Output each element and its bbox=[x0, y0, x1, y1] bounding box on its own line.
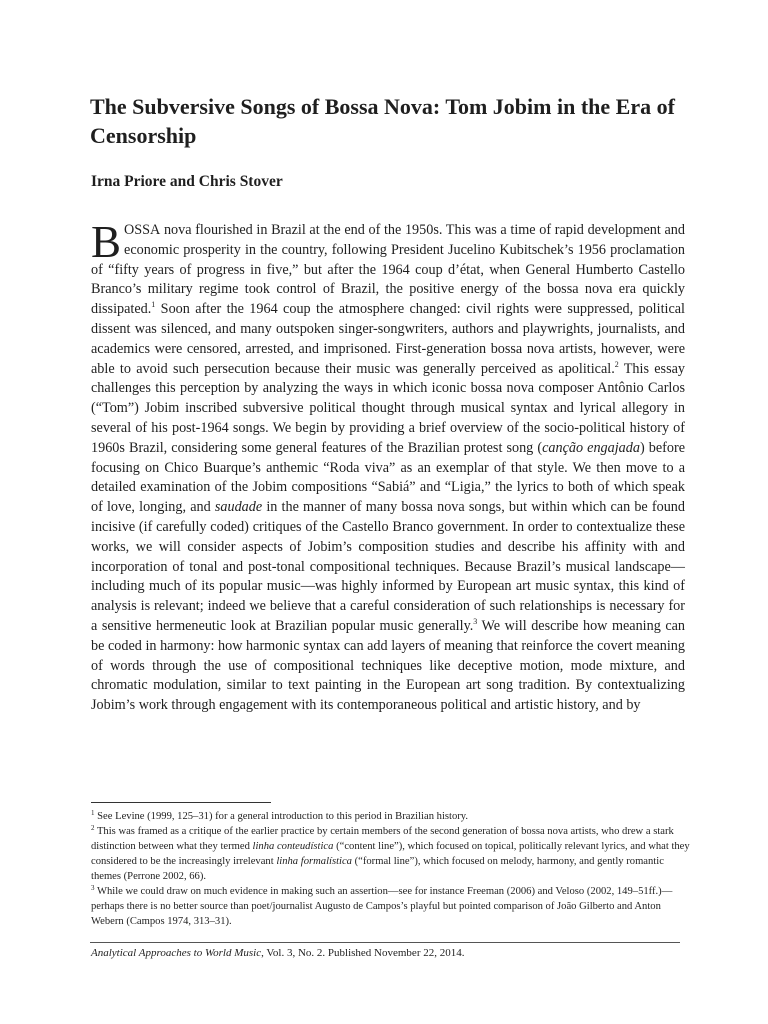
footnote-text: (“content line”), which focused on topical, politically relevant lyrics, and what they considered to be the increasingly irrelevant bbox=[91, 841, 690, 867]
body-text-segment: Soon after the 1964 coup the atmosphere changed: civil rights were suppressed, political dissent was silenced, and many outspoken singer-songwriters, authors and playwrights, journalists, and academics were censored, arrested, and imprisoned. First-generation bossa nova artists, however, were able to avoid such persecution because their music was generally perceived as apolitical. bbox=[91, 301, 685, 377]
footnote-text: This was framed as a critique of the earlier practice by certain members of the second generation of bossa nova artists, who drew a stark distinction between what they termed bbox=[91, 826, 674, 852]
footnote-divider bbox=[91, 802, 271, 803]
footnotes bbox=[91, 809, 691, 929]
footnote-ref-1[interactable]: 1 bbox=[151, 300, 156, 310]
body-text-segment: ) before focusing on Chico Buarque’s anthemic “Roda viva” as an exemplar of that style. We then move to a detailed examination of the Jobim compositions “Sabiá” and “Ligia,” the lyrics to both of which speak of love, longing, and bbox=[91, 439, 685, 516]
footnote-3 bbox=[91, 884, 691, 929]
opening-paragraph bbox=[91, 217, 686, 716]
small-caps-lead: OSSA bbox=[124, 222, 161, 238]
italic-term: linha formalística bbox=[276, 856, 352, 867]
journal-name: Analytical Approaches to World Music bbox=[91, 947, 262, 959]
italic-term: linha conteudística bbox=[252, 841, 334, 852]
body-text-segment: This essay challenges this perception by analyzing the ways in which iconic bossa nova composer Antônio Carlos (“Tom”) Jobim inscribed subversive political thought through musical syntax and lyrical allegory in several of his post-1964 songs. We begin by providing a brief overview of the socio-political history of 1960s Brazil, considering some general features of the Brazilian protest song ( bbox=[91, 360, 685, 456]
footnote-ref-3[interactable]: 3 bbox=[473, 616, 478, 626]
page-footer bbox=[91, 947, 464, 959]
footnote-ref-2[interactable]: 2 bbox=[614, 359, 619, 369]
body-text-segment: nova flourished in Brazil at the end of the 1950s. This was a time of rapid development and economic prosperity in the country, following President Jucelino Kubitschek’s 1956 proclamation of “fifty years of progress in five,” but after the 1964 coup d’état, when General Humberto Castello Branco’s military regime took control of Brazil, the positive energy of the bossa nova era quickly dissipated. bbox=[91, 222, 685, 318]
footnote-marker: 2 bbox=[91, 824, 95, 832]
footnote-text: While we could draw on much evidence in making such an assertion—see for instance Freeman (2006) and Veloso (2002, 149–51ff.)—perhaps there is no better source than poet/journalist Augusto de Campos’s playful but pointed comparison of João Gilberto and Anton Webern (Campos 1974, 313–31). bbox=[91, 886, 673, 927]
article-authors: Irna Priore and Chris Stover bbox=[91, 173, 283, 190]
italic-term: saudade bbox=[214, 499, 263, 516]
body-text-segment: We will describe how meaning can be coded in harmony: how harmonic syntax can add layers of meaning that reinforce the covert meaning of words through the use of compositional techniques like deceptive motion, mode mixture, and chromatic modulation, similar to text painting in the European art song tradition. By contextualizing Jobim’s work through engagement with its contemporaneous political and artistic history, and by bbox=[91, 617, 686, 714]
article-title: The Subversive Songs of Bossa Nova: Tom Jobim in the Era of Censorship bbox=[90, 94, 675, 148]
footnote-1 bbox=[91, 809, 691, 824]
footer-divider bbox=[90, 942, 680, 943]
footnote-text: See Levine (1999, 125–31) for a general introduction to this period in Brazilian history. bbox=[94, 811, 469, 822]
footnote-text: (“formal line”), which focused on melody, harmony, and gently romantic themes (Perrone 2002, 66). bbox=[91, 856, 664, 882]
italic-term: canção engajada bbox=[542, 439, 640, 456]
drop-cap: B bbox=[91, 217, 122, 267]
footnote-marker: 3 bbox=[91, 884, 95, 892]
body-text-segment: in the manner of many bossa nova songs, but within which can be found incisive (if carefully coded) critiques of the Castello Branco government. In order to contextualize these works, we will consider aspects of Jobim’s composition studies and describe his affinity with and incorporation of tonal and post-tonal compositional techniques. Because Brazil’s musical landscape—including much of its popular music—was highly informed by European art music syntax, this kind of analysis is relevant; indeed we believe that a careful consideration of such relationships is necessary for a sensitive hermeneutic look at Brazilian popular music generally. bbox=[91, 499, 685, 634]
publication-details: , Vol. 3, No. 2. Published November 22, 2014. bbox=[261, 947, 465, 959]
footnote-marker: 1 bbox=[91, 809, 95, 817]
footnote-2 bbox=[91, 824, 691, 884]
